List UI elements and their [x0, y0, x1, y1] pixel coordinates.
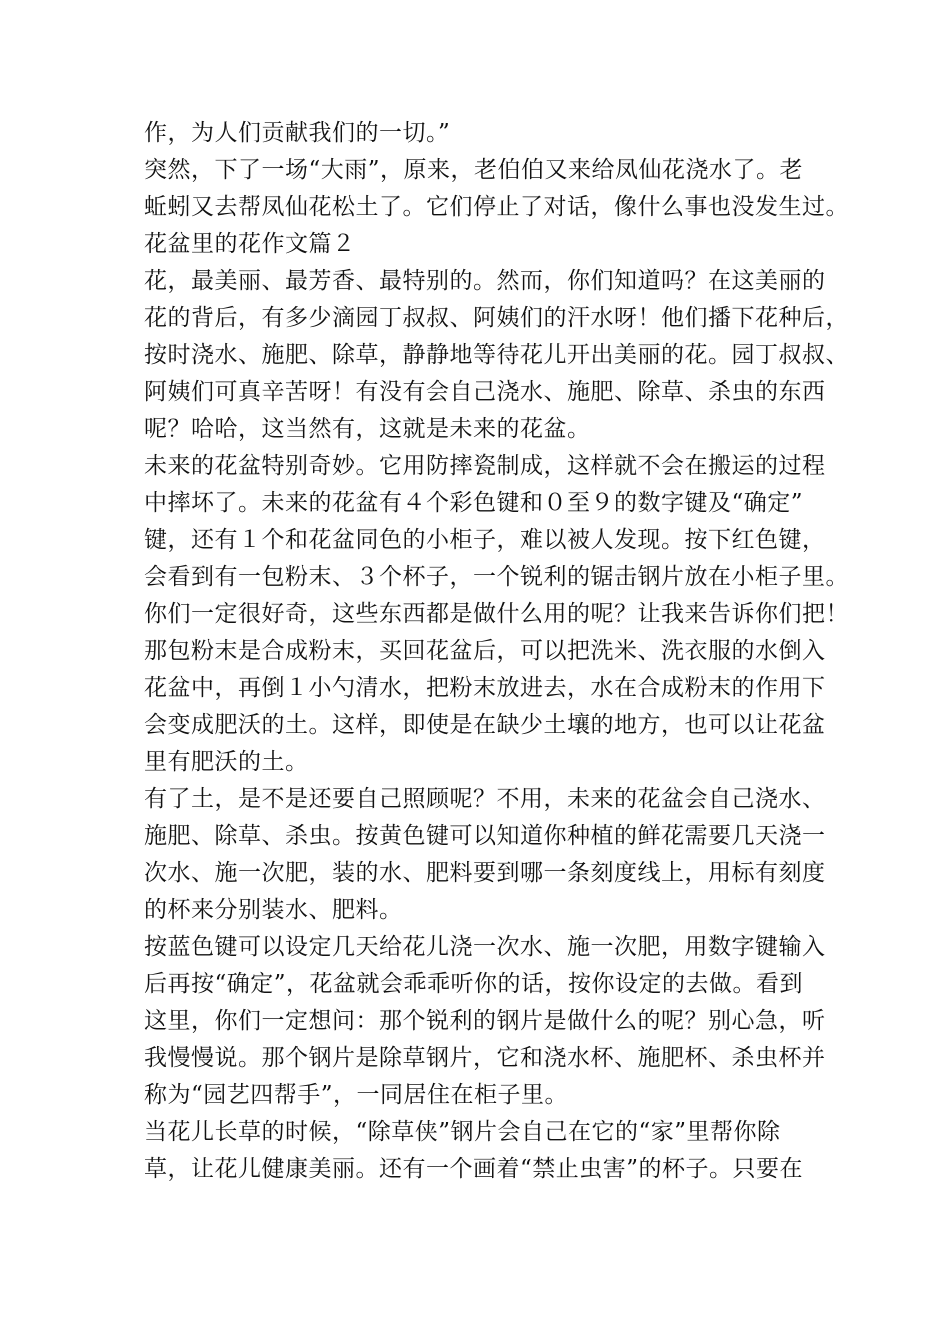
- text-line: 施肥、除草、杀虫。按黄色键可以知道你种植的鲜花需要几天浇一: [144, 823, 826, 849]
- text-line: 呢？哈哈，这当然有，这就是未来的花盆。: [144, 416, 591, 442]
- text-line: 会变成肥沃的土。这样，即使是在缺少土壤的地方，也可以让花盆: [144, 712, 826, 738]
- text-line: 草，让花儿健康美丽。还有一个画着“禁止虫害”的杯子。只要在: [144, 1156, 804, 1182]
- text-line: 会看到有一包粉末、３个杯子，一个锐利的锯击钢片放在小柜子里。: [144, 564, 849, 590]
- section-heading: 花盆里的花作文篇２: [144, 231, 356, 257]
- essay-text: [144, 115, 849, 1188]
- text-line: 当花儿长草的时候，“除草侠”钢片会自己在它的“家”里帮你除: [144, 1119, 781, 1145]
- text-line: 蚯蚓又去帮凤仙花松土了。它们停止了对话，像什么事也没发生过。: [144, 194, 849, 220]
- text-line: 你们一定很好奇，这些东西都是做什么用的呢？让我来告诉你们把！: [144, 601, 849, 627]
- text-line: 阿姨们可真辛苦呀！有没有会自己浇水、施肥、除草、杀虫的东西: [144, 379, 826, 405]
- text-line: 里有肥沃的土。: [144, 749, 309, 775]
- text-line: 花盆中，再倒１小勺清水，把粉末放进去，水在合成粉末的作用下: [144, 675, 826, 701]
- text-line: 次水、施一次肥，装的水、肥料要到哪一条刻度线上，用标有刻度: [144, 860, 826, 886]
- text-line: 中摔坏了。未来的花盆有４个彩色键和０至９的数字键及“确定”: [144, 490, 804, 516]
- text-line: 这里，你们一定想问：那个锐利的钢片是做什么的呢？别心急，听: [144, 1008, 826, 1034]
- text-line: 突然，下了一场“大雨”，原来，老伯伯又来给凤仙花浇水了。老: [144, 157, 804, 183]
- text-line: 称为“园艺四帮手”，一同居住在柜子里。: [144, 1082, 569, 1108]
- text-line: 的杯来分别装水、肥料。: [144, 897, 403, 923]
- text-line: 花，最美丽、最芳香、最特别的。然而，你们知道吗？在这美丽的: [144, 268, 826, 294]
- text-line: 有了土，是不是还要自己照顾呢？不用，未来的花盆会自己浇水、: [144, 786, 826, 812]
- text-line: 未来的花盆特别奇妙。它用防摔瓷制成，这样就不会在搬运的过程: [144, 453, 826, 479]
- text-line: 那包粉末是合成粉末，买回花盆后，可以把洗米、洗衣服的水倒入: [144, 638, 826, 664]
- text-line: 键，还有１个和花盆同色的小柜子，难以被人发现。按下红色键，: [144, 527, 826, 553]
- text-line: 按时浇水、施肥、除草，静静地等待花儿开出美丽的花。园丁叔叔、: [144, 342, 849, 368]
- text-line: 花的背后，有多少滴园丁叔叔、阿姨们的汗水呀！他们播下花种后，: [144, 305, 849, 331]
- text-line: 作，为人们贡献我们的一切。”: [144, 120, 451, 146]
- text-line: 我慢慢说。那个钢片是除草钢片，它和浇水杯、施肥杯、杀虫杯并: [144, 1045, 826, 1071]
- text-line: 后再按“确定”，花盆就会乖乖听你的话，按你设定的去做。看到: [144, 971, 804, 997]
- text-line: 按蓝色键可以设定几天给花儿浇一次水、施一次肥，用数字键输入: [144, 934, 826, 960]
